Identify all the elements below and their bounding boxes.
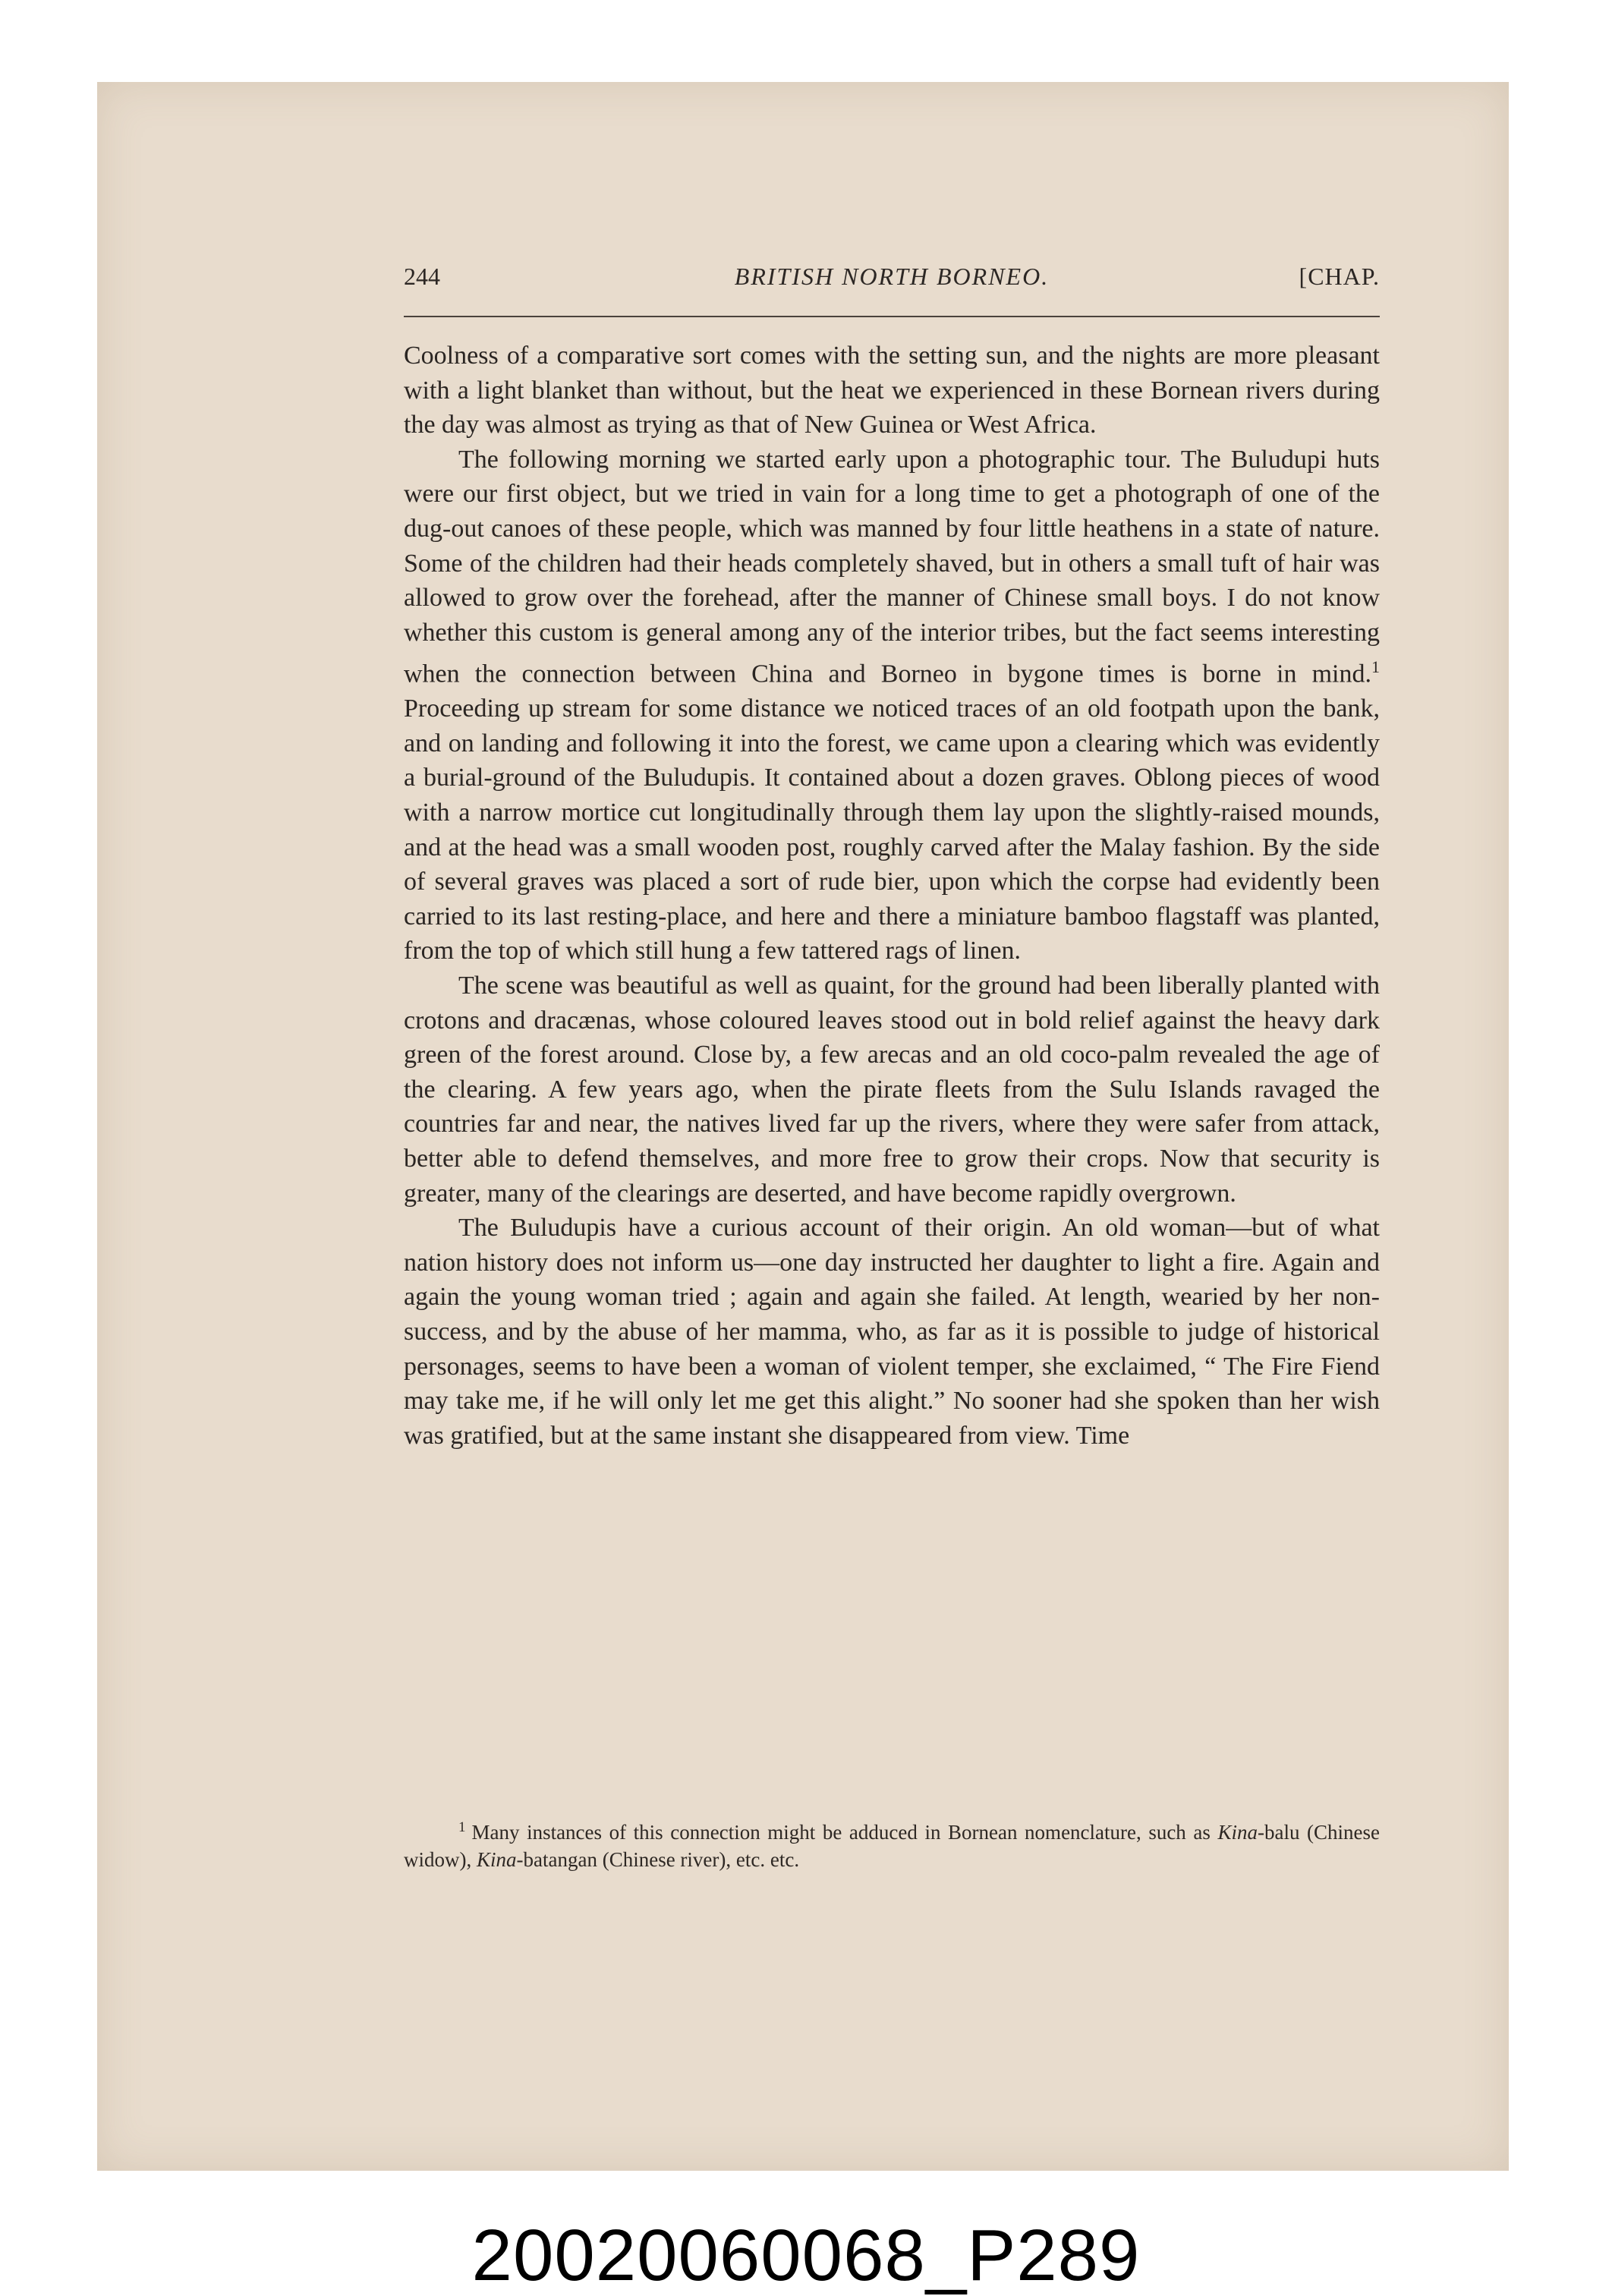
paragraph-1: Coolness of a comparative sort comes with the setting sun, and the nights are more pleasant with a light blanket than without, but the heat we experienced in these Bornean rivers during the day was almost as trying as that of New Guinea or West Africa. [404,342,1380,439]
paragraph-4: The Buludupis have a curious account of their origin. An old woman—but of what nation history does not inform us—one day instructed her daughter to light a fire. Again and again the young woman tried ; again and again she failed. At length, wearied by her non-success, and by the abuse of her mamma, who, as far as it is possible to judge of historical personages, seems to have been a woman of violent temper, she exclaimed, “ The Fire Fiend may take me, if he will only let me get this alight.” No sooner had she spoken than her wish was gratified, but at the same instant she disappeared from view. Time [404,1214,1380,1450]
footnote-marker: 1 [458,1819,466,1835]
paragraph-3: The scene was beautiful as well as quaint, for the ground had been liberally planted with crotons and dracænas, whose coloured leaves stood out in bold relief against the heavy dark green of the forest around. Close by, a few arecas and an old coco-palm revealed the age of the clearing. A few years ago, when the pirate fleets from the Sulu Islands ravaged the countries far and near, the natives lived far up the rivers, where they were safer from attack, better able to defend themselves, and more free to grow their crops. Now that security is greater, many of the clearings are deserted, and have become rapidly overgrown. [404,972,1380,1208]
running-head [404,261,1380,307]
header-rule [404,316,1380,317]
footnote-text-b: -balu (Chinese widow), [404,1821,1380,1871]
image-id-caption: 20020060068_P289 [471,2215,1141,2296]
footnote-reference: 1 [1371,657,1380,677]
paragraph-2 [404,443,1380,968]
body-text [404,339,1380,1453]
footnote [404,1814,1380,1873]
running-title: BRITISH NORTH BORNEO. [734,263,1050,290]
footnote-term-1: Kina [1217,1821,1258,1844]
paragraph-2-part-1: The following morning we started early upon a photographic tour. The Buludupi huts were our first object, but we tried in vain for a long time to get a photograph of one of the dug-out canoes of these people, which was manned by four little heathens in a state of nature. Some of the children had their heads completely shaved, but in others a small tuft of hair was allowed to grow over the forehead, after the manner of Chinese small boys. I do not know whether this custom is general among any of the interior tribes, but the fact seems interesting when the connection between China and Borneo in bygone times is borne in mind. [404,445,1380,688]
chapter-mark: [CHAP. [1299,263,1380,290]
footnote-text-c: -batangan (Chinese river), etc. etc. [516,1848,800,1871]
footnote-term-2: Kina [477,1848,517,1871]
footnote-text-a: Many instances of this connection might be adduced in Bornean nomenclature, such as [471,1821,1218,1844]
page-number: 244 [404,263,440,290]
paragraph-2-part-2: Proceeding up stream for some distance we noticed traces of an old footpath upon the bank, and on landing and following it into the forest, we came upon a clearing which was evidently a burial-ground of the Buludupis. It contained about a dozen graves. Oblong pieces of wood with a narrow mortice cut longitudinally through them lay upon the slightly-raised mounds, and at the head was a small wooden post, roughly carved after the Malay fashion. By the side of several graves was placed a sort of rude bier, upon which the corpse had evidently been carried to its last resting-place, and here and there a miniature bamboo flagstaff was planted, from the top of which still hung a few tattered rags of linen. [404,694,1380,965]
